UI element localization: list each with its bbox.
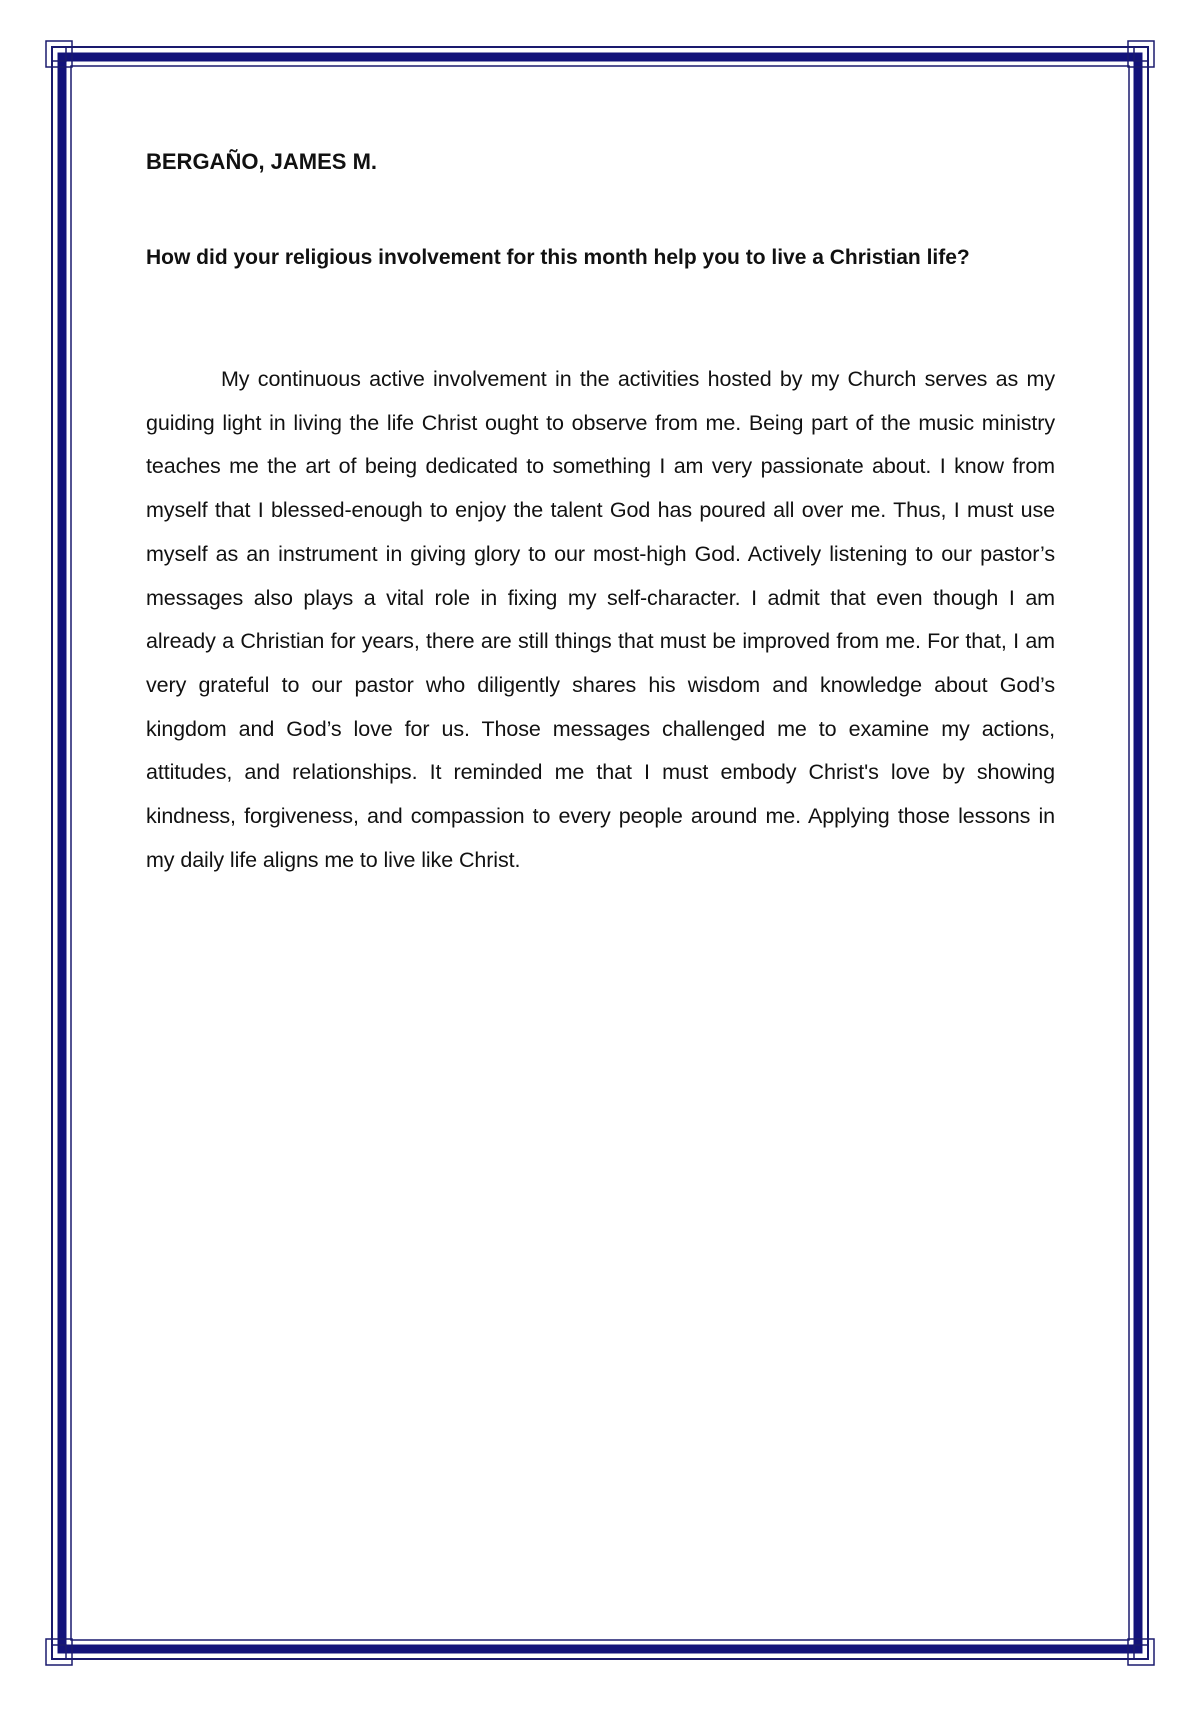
question-heading: How did your religious involvement for this month help you to live a Christian life? [146,246,970,269]
corner-ornament-bottom-left [46,1639,72,1665]
corner-ornament-top-right [1128,41,1154,67]
answer-paragraph: My continuous active involvement in the activities hosted by my Church serves as my guiding light in living the life Christ ought to observe from me. Being part of the music ministry teaches me the art of being dedicated to something I am very passionate about. I know from myself that I blessed-enough to enjoy the talent God has poured all over me. Thus, I must use myself as an instrument in giving glory to our most-high God. Actively listening to our pastor’s messages also plays a vital role in fixing my self-character. I admit that even though I am already a Christian for years, there are still things that must be improved from me. For that, I am very grateful to our pastor who diligently shares his wisdom and knowledge about God’s kingdom and God’s love for us. Those messages challenged me to examine my actions, attitudes, and relationships. It reminded me that I must embody Christ's love by showing kindness, forgiveness, and compassion to every people around me. Applying those lessons in my daily life aligns me to live like Christ. [146,367,1055,872]
corner-ornament-bottom-right [1128,1639,1154,1665]
author-name: BERGAÑO, JAMES M. [146,149,378,174]
corner-ornament-top-left [46,41,72,67]
